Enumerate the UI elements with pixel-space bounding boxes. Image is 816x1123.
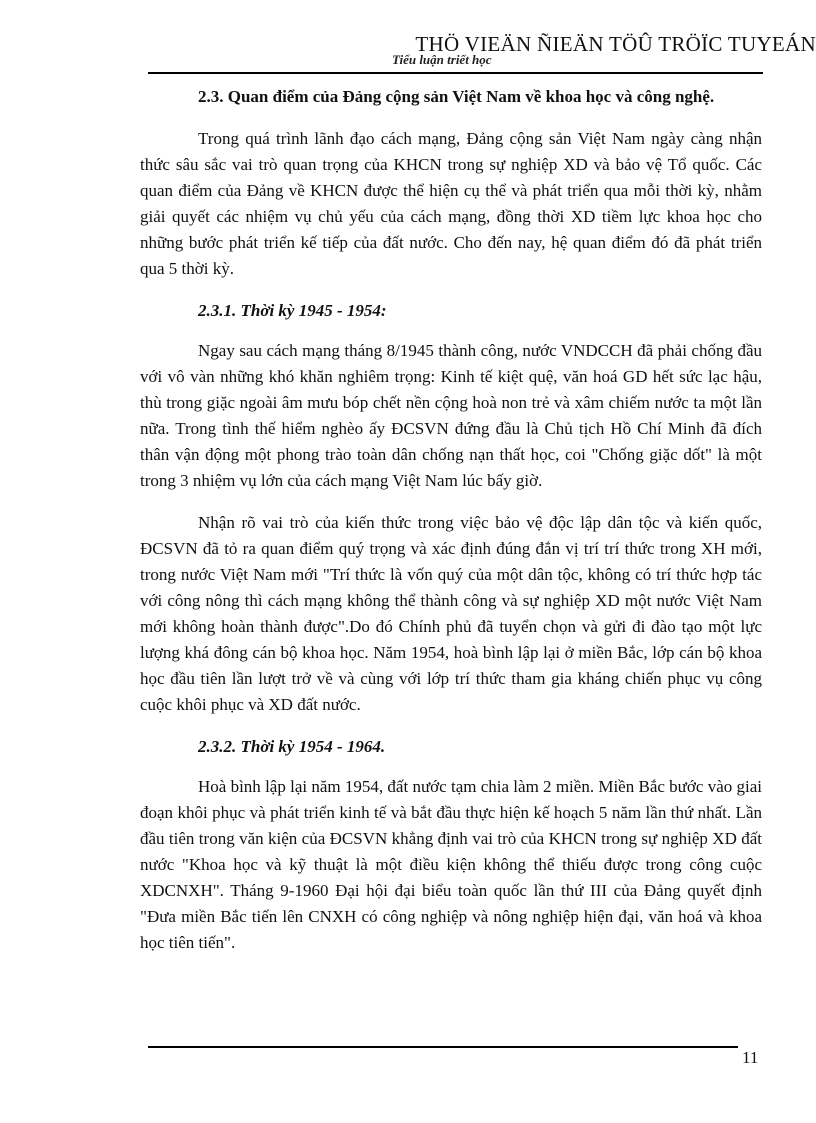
paragraph: Hoà bình lập lại năm 1954, đất nước tạm chia làm 2 miền. Miền Bắc bước vào giai đoạn khôi phục và phát triển kinh tế và bắt đầu thực hiện kế hoạch 5 năm lần thứ nhất. Lần đầu tiên trong văn kiện của ĐCSVN khẳng định vai trò của KHCN trong sự nghiệp XD đất nước "Khoa học và kỹ thuật là một điều kiện không thể thiếu được trong công cuộc XDCNXH". Tháng 9-1960 Đại hội đại biểu toàn quốc lần thứ III của Đảng quyết định "Đưa miền Bắc tiến lên CNXH có công nghiệp và nông nghiệp hiện đại, văn hoá và khoa học tiên tiến". <box>140 777 762 952</box>
paragraph: Nhận rõ vai trò của kiến thức trong việc bảo vệ độc lập dân tộc và kiến quốc, ĐCSVN đã tỏ ra quan điểm quý trọng và xác định đúng đắn vị trí trí thức trong XH mới, trong nước Việt Nam mới "Trí thức là vốn quý của một dân tộc, không có trí thức hợp tác với công nông thì cách mạng không thể thành công và sự nghiệp XD một nước Việt Nam mới không hoàn thành được".Do đó Chính phủ đã tuyển chọn và gửi đi đào tạo một lực lượng khá đông cán bộ khoa học. Năm 1954, hoà bình lập lại ở miền Bắc, lớp cán bộ khoa học đầu tiên lần lượt trở về và cùng với lớp trí thức tham gia kháng chiến phục vụ công cuộc khôi phục và XD đất nước. <box>140 513 762 714</box>
section-heading: 2.3. Quan điểm của Đảng cộng sản Việt Nam về khoa học và công nghệ. <box>198 87 715 106</box>
intro-paragraph: Trong quá trình lãnh đạo cách mạng, Đảng cộng sản Việt Nam ngày càng nhận thức sâu sắc vai trò quan trọng của KHCN trong sự nghiệp XD và bảo vệ Tổ quốc. Các quan điểm của Đảng về KHCN được thể hiện cụ thể và phát triển qua mỗi thời kỳ, nhằm giải quyết các nhiệm vụ chủ yếu của cách mạng, đồng thời XD tiềm lực khoa học cho những bước phát triển kế tiếp của đất nước. Cho đến nay, hệ quan điểm đó đã phát triển qua 5 thời kỳ. <box>140 129 762 278</box>
page-content <box>140 84 762 972</box>
subsection-heading-1954-1964: 2.3.2. Thời kỳ 1954 - 1964. <box>198 737 386 756</box>
subsection-heading-1945-1954: 2.3.1. Thời kỳ 1945 - 1954: <box>198 301 387 320</box>
header-rule <box>148 72 763 74</box>
header-subtitle: Tiểu luận triết học <box>392 52 492 67</box>
paragraph: Ngay sau cách mạng tháng 8/1945 thành công, nước VNDCCH đã phải chống đầu với vô vàn những khó khăn nghiêm trọng: Kinh tế kiệt quệ, văn hoá GD hết sức lạc hậu, thù trong giặc ngoài âm mưu bóp chết nền cộng hoà non trẻ và xâm chiếm nước ta một lần nữa. Trong tình thế hiểm nghèo ấy ĐCSVN đứng đầu là Chủ tịch Hồ Chí Minh đã đích thân vận động một phong trào toàn dân chống nạn thất học, coi "Chống giặc dốt" là một trong 3 nhiệm vụ lớn của cách mạng Việt Nam lúc bấy giờ. <box>140 341 762 490</box>
header-watermark: THÖ VIEÄN ÑIEÄN TÖÛ TRÖÏC TUYEÁN <box>415 32 816 56</box>
footer-rule <box>148 1046 738 1048</box>
page-number: 11 <box>742 1048 759 1067</box>
